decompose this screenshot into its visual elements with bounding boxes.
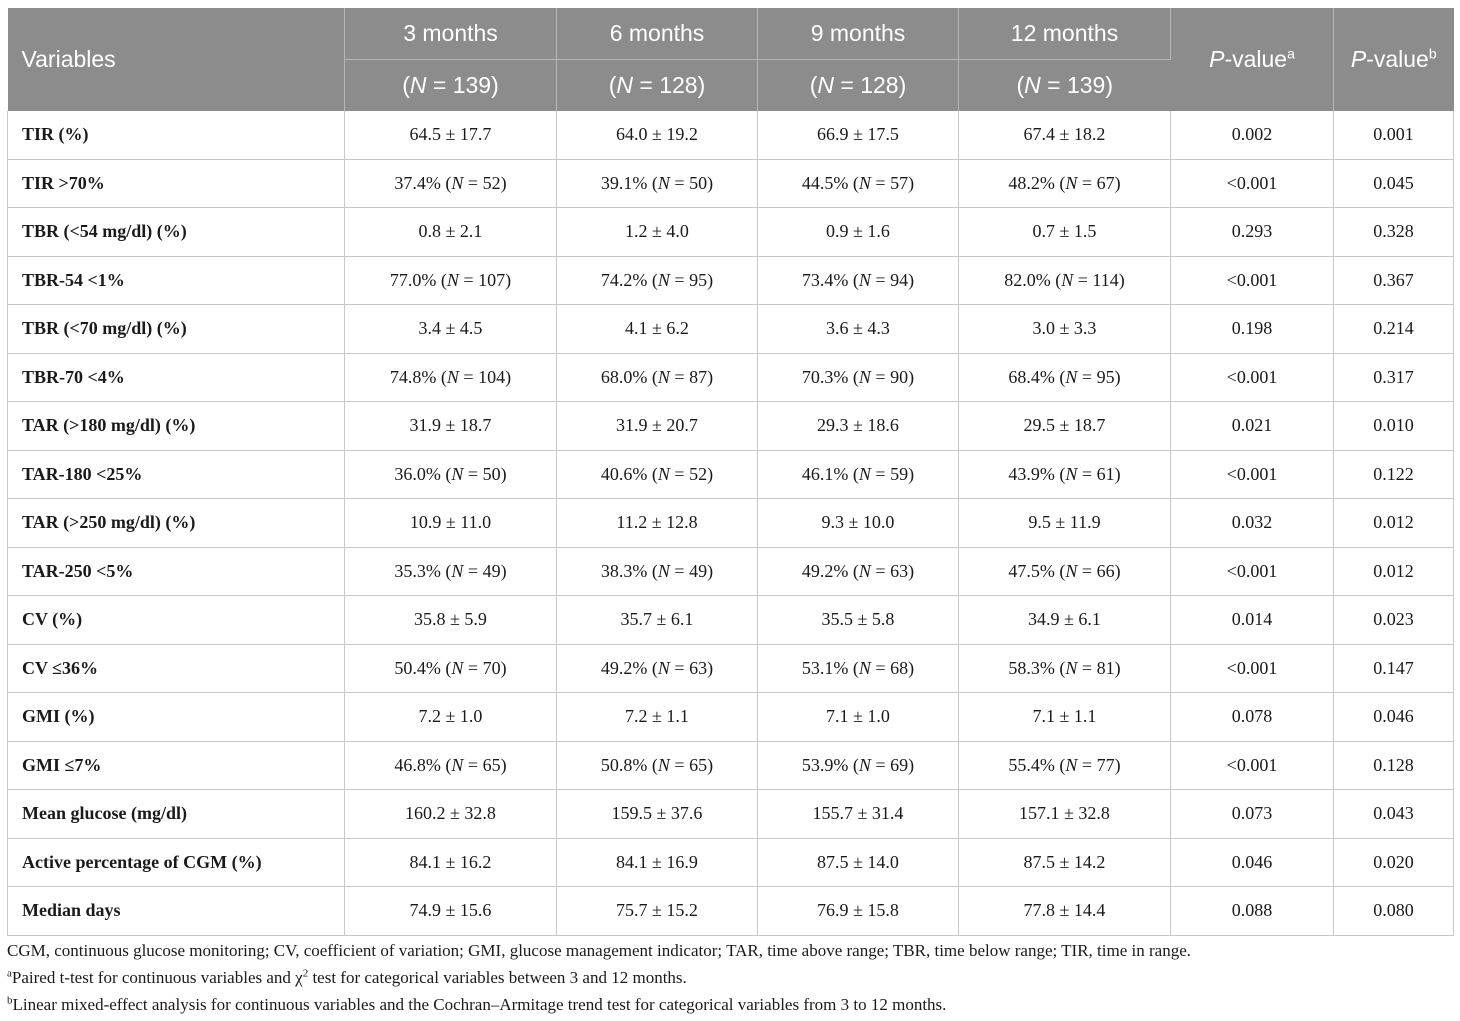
cell-p-value-b: 0.012 — [1334, 499, 1454, 548]
cell-value-12m: 82.0% (N = 114) — [959, 256, 1171, 305]
cell-value-3m: 3.4 ± 4.5 — [345, 305, 557, 354]
cell-value-3m: 37.4% (N = 52) — [345, 159, 557, 208]
cell-p-value-b: 0.328 — [1334, 208, 1454, 257]
footnote-a: $^a$Paired t-test for continuous variables and $\chi^2$ test for categorical variables between 3 and 12 months. — [7, 967, 687, 987]
cell-value-6m: 74.2% (N = 95) — [557, 256, 758, 305]
header-n-3m: (N = 139) — [345, 60, 557, 112]
cell-p-value-a: 0.021 — [1171, 402, 1334, 451]
footnotes — [7, 940, 1453, 1021]
cell-p-value-a: <0.001 — [1171, 159, 1334, 208]
cell-value-6m: 68.0% (N = 87) — [557, 353, 758, 402]
cell-value-9m: 70.3% (N = 90) — [758, 353, 959, 402]
cell-p-value-a: 0.088 — [1171, 887, 1334, 936]
cell-value-9m: 35.5 ± 5.8 — [758, 596, 959, 645]
cell-p-value-b: 0.045 — [1334, 159, 1454, 208]
cell-p-value-a: <0.001 — [1171, 353, 1334, 402]
cell-value-9m: 155.7 ± 31.4 — [758, 790, 959, 839]
results-table-container — [7, 8, 1453, 936]
cell-p-value-b: 0.214 — [1334, 305, 1454, 354]
cell-value-3m: 74.9 ± 15.6 — [345, 887, 557, 936]
cell-p-value-b: 0.147 — [1334, 644, 1454, 693]
cell-value-6m: 7.2 ± 1.1 — [557, 693, 758, 742]
cell-p-value-b: 0.317 — [1334, 353, 1454, 402]
cell-p-value-a: <0.001 — [1171, 741, 1334, 790]
cell-value-3m: 31.9 ± 18.7 — [345, 402, 557, 451]
row-label: GMI (%) — [8, 693, 345, 742]
cell-p-value-b: 0.043 — [1334, 790, 1454, 839]
row-label: CV (%) — [8, 596, 345, 645]
table-row — [8, 208, 1454, 257]
cell-p-value-a: 0.032 — [1171, 499, 1334, 548]
header-p-value-a: P-value$^a$ — [1171, 8, 1334, 111]
cell-value-6m: 39.1% (N = 50) — [557, 159, 758, 208]
cell-value-3m: 10.9 ± 11.0 — [345, 499, 557, 548]
cell-p-value-b: 0.128 — [1334, 741, 1454, 790]
table-row — [8, 111, 1454, 159]
cell-value-12m: 68.4% (N = 95) — [959, 353, 1171, 402]
table-row — [8, 305, 1454, 354]
table-row — [8, 741, 1454, 790]
row-label: Active percentage of CGM (%) — [8, 838, 345, 887]
cell-value-3m: 46.8% (N = 65) — [345, 741, 557, 790]
cell-value-3m: 50.4% (N = 70) — [345, 644, 557, 693]
cell-value-3m: 84.1 ± 16.2 — [345, 838, 557, 887]
cell-value-3m: 74.8% (N = 104) — [345, 353, 557, 402]
cell-value-9m: 66.9 ± 17.5 — [758, 111, 959, 159]
row-label: TAR (>180 mg/dl) (%) — [8, 402, 345, 451]
cell-value-3m: 35.3% (N = 49) — [345, 547, 557, 596]
cell-p-value-b: 0.012 — [1334, 547, 1454, 596]
cell-value-6m: 1.2 ± 4.0 — [557, 208, 758, 257]
cell-value-12m: 48.2% (N = 67) — [959, 159, 1171, 208]
table-row — [8, 547, 1454, 596]
cell-p-value-b: 0.001 — [1334, 111, 1454, 159]
cell-p-value-a: 0.014 — [1171, 596, 1334, 645]
table-row — [8, 450, 1454, 499]
row-label: TAR (>250 mg/dl) (%) — [8, 499, 345, 548]
cell-value-12m: 34.9 ± 6.1 — [959, 596, 1171, 645]
cell-p-value-a: 0.293 — [1171, 208, 1334, 257]
cell-value-9m: 49.2% (N = 63) — [758, 547, 959, 596]
cell-value-6m: 38.3% (N = 49) — [557, 547, 758, 596]
cell-p-value-b: 0.023 — [1334, 596, 1454, 645]
table-row — [8, 790, 1454, 839]
header-variables: Variables — [8, 8, 345, 111]
cell-value-3m: 77.0% (N = 107) — [345, 256, 557, 305]
row-label: TBR-70 <4% — [8, 353, 345, 402]
cell-value-9m: 9.3 ± 10.0 — [758, 499, 959, 548]
cell-value-9m: 53.9% (N = 69) — [758, 741, 959, 790]
cell-value-9m: 46.1% (N = 59) — [758, 450, 959, 499]
cell-value-12m: 77.8 ± 14.4 — [959, 887, 1171, 936]
row-label: Mean glucose (mg/dl) — [8, 790, 345, 839]
cell-p-value-a: <0.001 — [1171, 644, 1334, 693]
cell-p-value-b: 0.010 — [1334, 402, 1454, 451]
table-row — [8, 402, 1454, 451]
cell-value-9m: 29.3 ± 18.6 — [758, 402, 959, 451]
cell-value-6m: 31.9 ± 20.7 — [557, 402, 758, 451]
cell-value-12m: 7.1 ± 1.1 — [959, 693, 1171, 742]
header-p-value-b: P-value$^b$ — [1334, 8, 1454, 111]
cell-value-3m: 36.0% (N = 50) — [345, 450, 557, 499]
cell-value-12m: 9.5 ± 11.9 — [959, 499, 1171, 548]
table-row — [8, 353, 1454, 402]
row-label: TBR (<54 mg/dl) (%) — [8, 208, 345, 257]
cell-p-value-a: <0.001 — [1171, 547, 1334, 596]
table-header — [8, 8, 1454, 111]
cell-value-12m: 157.1 ± 32.8 — [959, 790, 1171, 839]
cell-p-value-a: 0.046 — [1171, 838, 1334, 887]
cell-value-6m: 11.2 ± 12.8 — [557, 499, 758, 548]
cell-value-6m: 40.6% (N = 52) — [557, 450, 758, 499]
cell-value-6m: 50.8% (N = 65) — [557, 741, 758, 790]
header-period-3m: 3 months — [345, 8, 557, 60]
header-period-9m: 9 months — [758, 8, 959, 60]
cell-value-3m: 7.2 ± 1.0 — [345, 693, 557, 742]
cell-p-value-a: 0.002 — [1171, 111, 1334, 159]
cell-value-9m: 3.6 ± 4.3 — [758, 305, 959, 354]
cell-value-6m: 35.7 ± 6.1 — [557, 596, 758, 645]
cell-p-value-a: <0.001 — [1171, 256, 1334, 305]
row-label: TAR-180 <25% — [8, 450, 345, 499]
cell-p-value-b: 0.367 — [1334, 256, 1454, 305]
cell-value-9m: 76.9 ± 15.8 — [758, 887, 959, 936]
cell-value-12m: 87.5 ± 14.2 — [959, 838, 1171, 887]
header-period-12m: 12 months — [959, 8, 1171, 60]
cell-value-3m: 64.5 ± 17.7 — [345, 111, 557, 159]
header-n-9m: (N = 128) — [758, 60, 959, 112]
table-row — [8, 693, 1454, 742]
cell-value-12m: 47.5% (N = 66) — [959, 547, 1171, 596]
cell-p-value-b: 0.080 — [1334, 887, 1454, 936]
cell-value-12m: 55.4% (N = 77) — [959, 741, 1171, 790]
cell-p-value-a: <0.001 — [1171, 450, 1334, 499]
cell-value-9m: 44.5% (N = 57) — [758, 159, 959, 208]
cell-value-12m: 58.3% (N = 81) — [959, 644, 1171, 693]
cgm-metrics-table — [7, 8, 1454, 936]
table-row — [8, 499, 1454, 548]
cell-value-12m: 67.4 ± 18.2 — [959, 111, 1171, 159]
cell-value-9m: 0.9 ± 1.6 — [758, 208, 959, 257]
cell-p-value-a: 0.198 — [1171, 305, 1334, 354]
row-label: GMI ≤7% — [8, 741, 345, 790]
cell-value-6m: 64.0 ± 19.2 — [557, 111, 758, 159]
row-label: CV ≤36% — [8, 644, 345, 693]
table-row — [8, 887, 1454, 936]
header-n-12m: (N = 139) — [959, 60, 1171, 112]
cell-value-9m: 53.1% (N = 68) — [758, 644, 959, 693]
cell-value-6m: 84.1 ± 16.9 — [557, 838, 758, 887]
table-body — [8, 111, 1454, 935]
footnote-b: $^b$Linear mixed-effect analysis for continuous variables and the Cochran–Armitage trend test for categorical variables from 3 to 12 months. — [7, 994, 947, 1014]
cell-value-12m: 43.9% (N = 61) — [959, 450, 1171, 499]
cell-value-9m: 7.1 ± 1.0 — [758, 693, 959, 742]
cell-p-value-b: 0.020 — [1334, 838, 1454, 887]
cell-value-3m: 35.8 ± 5.9 — [345, 596, 557, 645]
cell-value-3m: 160.2 ± 32.8 — [345, 790, 557, 839]
row-label: TIR >70% — [8, 159, 345, 208]
row-label: TIR (%) — [8, 111, 345, 159]
cell-value-12m: 29.5 ± 18.7 — [959, 402, 1171, 451]
cell-value-6m: 75.7 ± 15.2 — [557, 887, 758, 936]
table-row — [8, 644, 1454, 693]
row-label: Median days — [8, 887, 345, 936]
cell-value-6m: 159.5 ± 37.6 — [557, 790, 758, 839]
table-row — [8, 256, 1454, 305]
cell-value-6m: 49.2% (N = 63) — [557, 644, 758, 693]
header-n-6m: (N = 128) — [557, 60, 758, 112]
cell-p-value-b: 0.046 — [1334, 693, 1454, 742]
cell-value-12m: 3.0 ± 3.3 — [959, 305, 1171, 354]
row-label: TAR-250 <5% — [8, 547, 345, 596]
row-label: TBR-54 <1% — [8, 256, 345, 305]
cell-value-3m: 0.8 ± 2.1 — [345, 208, 557, 257]
cell-value-12m: 0.7 ± 1.5 — [959, 208, 1171, 257]
cell-value-6m: 4.1 ± 6.2 — [557, 305, 758, 354]
cell-p-value-a: 0.073 — [1171, 790, 1334, 839]
cell-p-value-b: 0.122 — [1334, 450, 1454, 499]
cell-value-9m: 73.4% (N = 94) — [758, 256, 959, 305]
header-period-6m: 6 months — [557, 8, 758, 60]
cell-value-9m: 87.5 ± 14.0 — [758, 838, 959, 887]
cell-p-value-a: 0.078 — [1171, 693, 1334, 742]
footnote-abbreviations: CGM, continuous glucose monitoring; CV, coefficient of variation; GMI, glucose management indicator; TAR, time above range; TBR, time below range; TIR, time in range. — [7, 941, 1191, 960]
table-row — [8, 159, 1454, 208]
row-label: TBR (<70 mg/dl) (%) — [8, 305, 345, 354]
table-row — [8, 838, 1454, 887]
table-row — [8, 596, 1454, 645]
